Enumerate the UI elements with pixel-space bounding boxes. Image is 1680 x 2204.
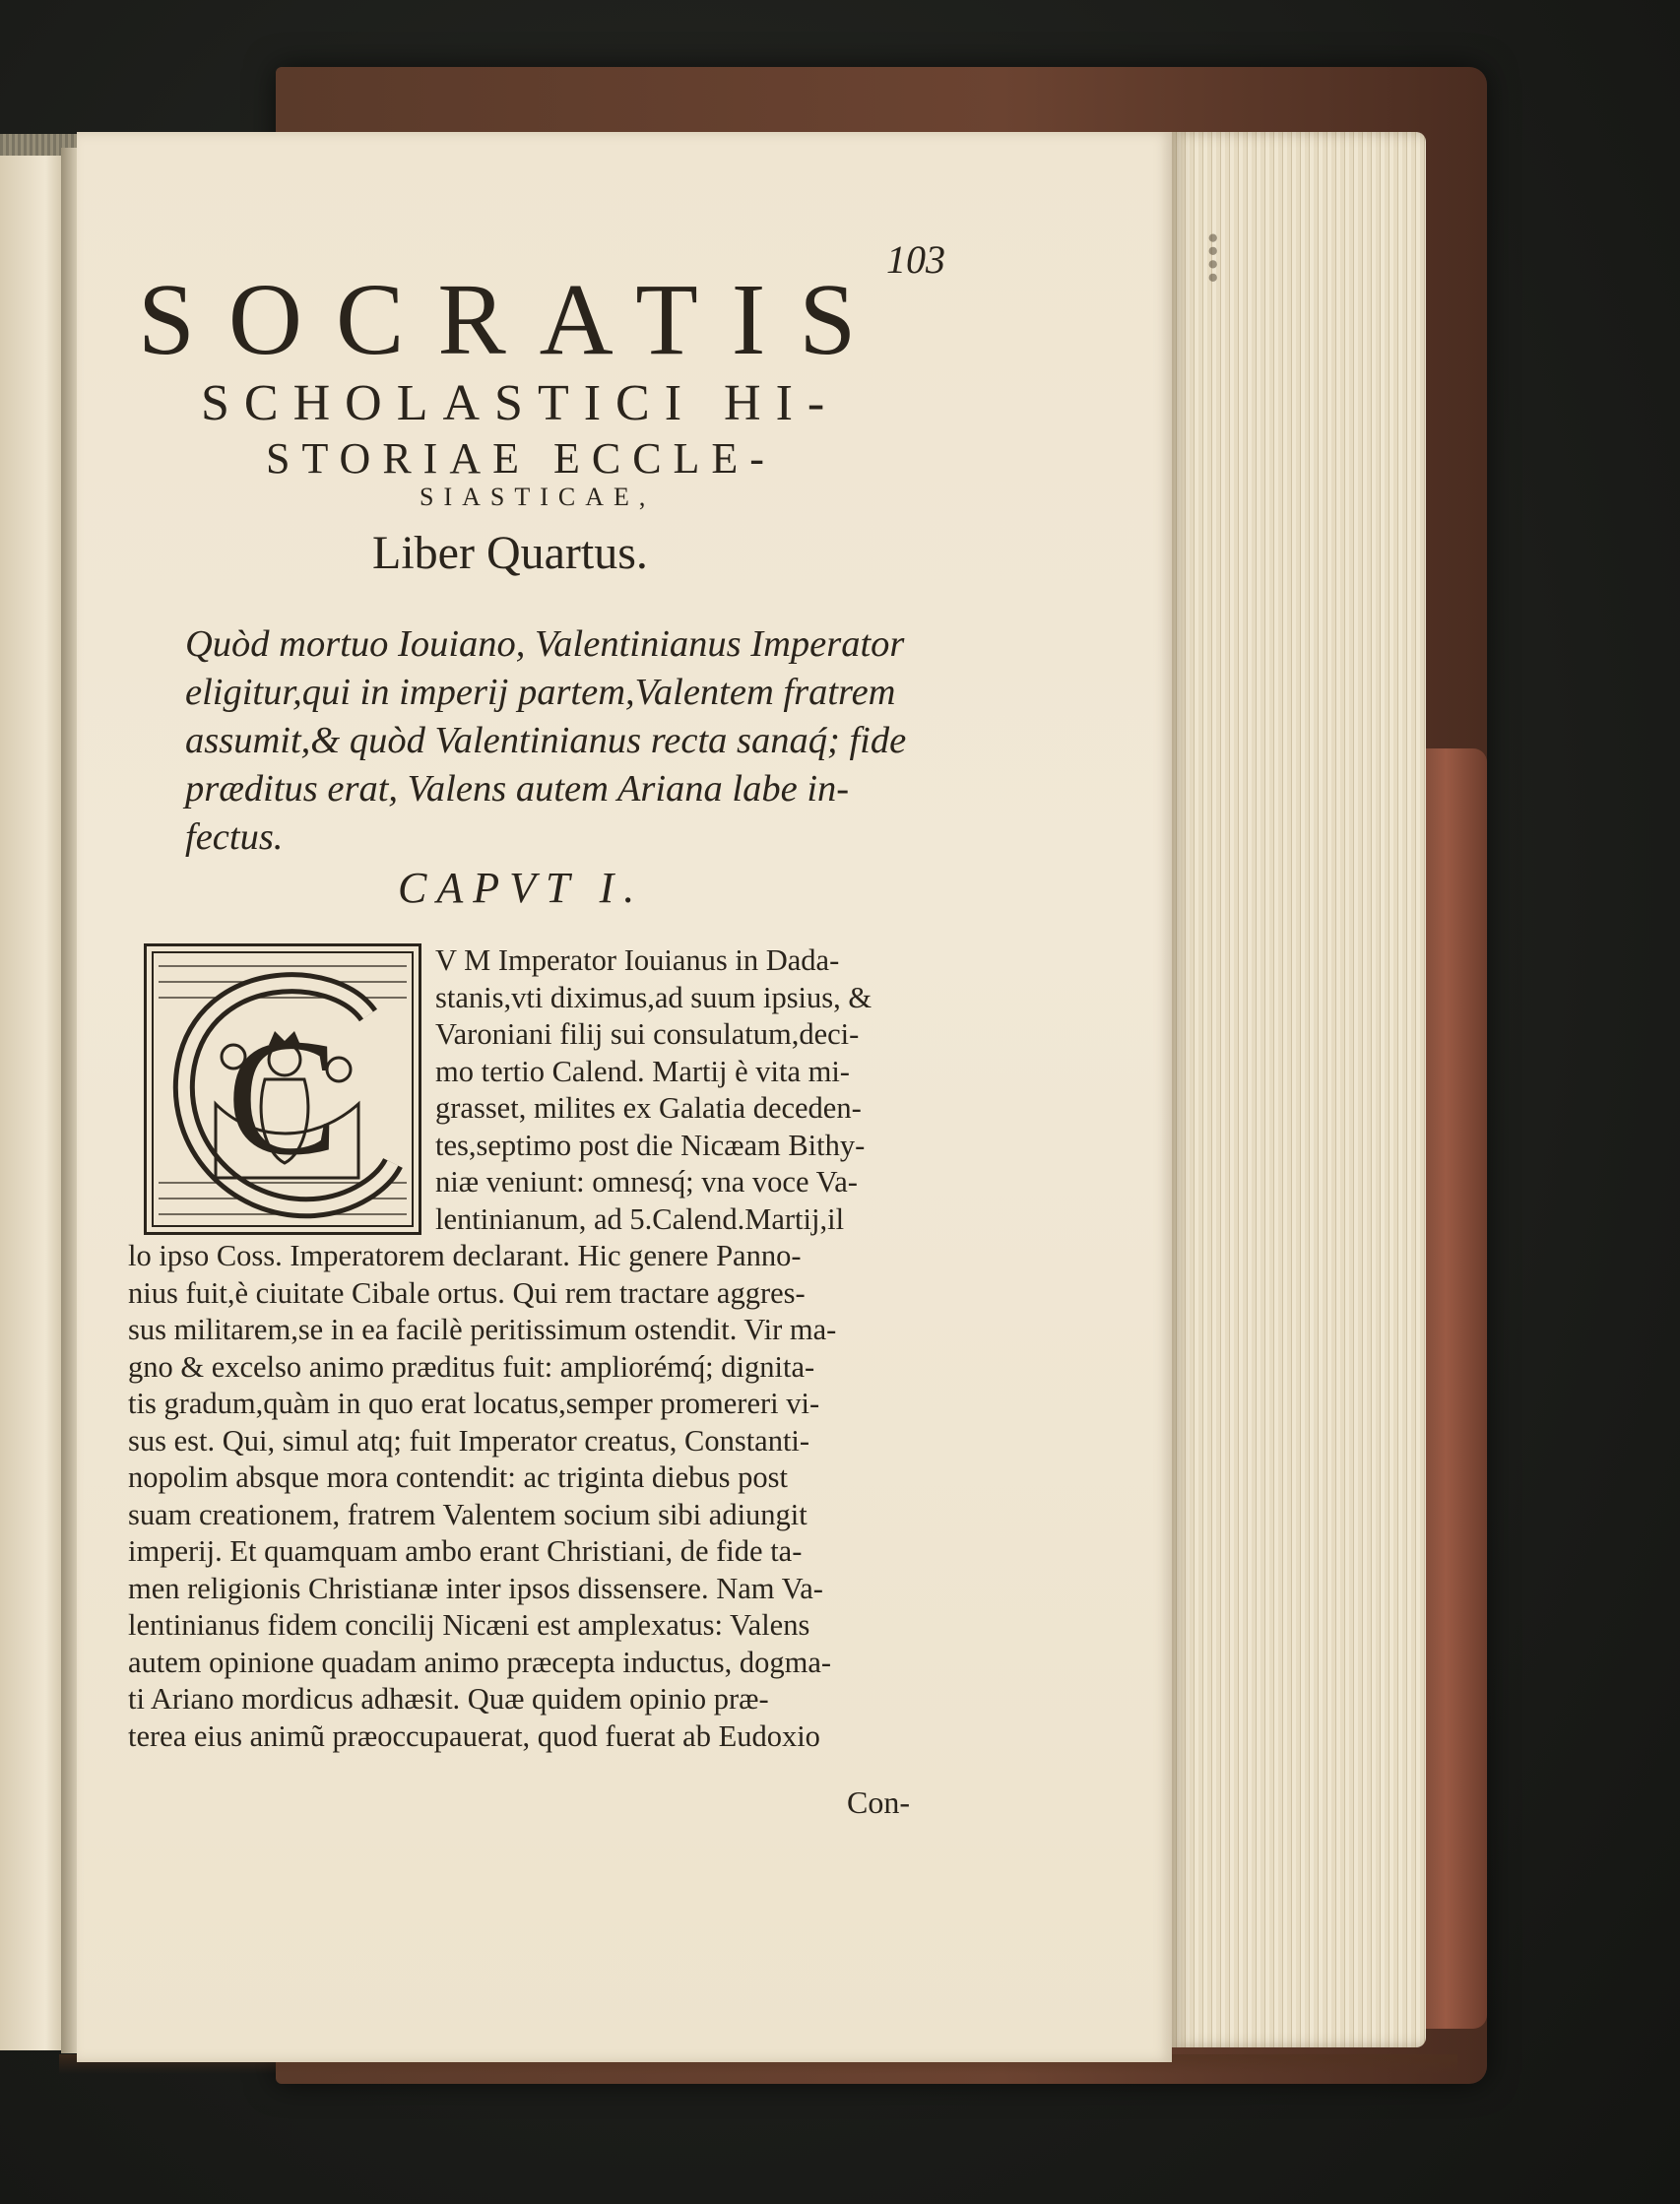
body-line: grasset, milites ex Galatia deceden- [435, 1091, 862, 1125]
title-historiae: STORIAE ECCLE- [266, 434, 776, 483]
body-line: autem opinione quadam animo præcepta inductus, dogma- [128, 1645, 832, 1679]
body-line: men religionis Christianæ inter ipsos dissensere. Nam Va- [128, 1571, 823, 1605]
body-text-full-width [128, 1238, 945, 1755]
decorated-initial [144, 943, 421, 1235]
body-line: tis gradum,quàm in quo erat locatus,semper promereri vi- [128, 1387, 820, 1420]
fore-edge-mark: ⁞ [1203, 221, 1223, 296]
chapter-heading: CAPVT I. [398, 864, 645, 912]
body-line: nopolim absque mora contendit: ac triginta diebus post [128, 1460, 789, 1494]
chapter-summary [185, 620, 934, 862]
page-block-edge [1172, 132, 1426, 2047]
left-page-edge [0, 150, 65, 2050]
body-line: gno & excelso animo præditus fuit: ampliorémq́; dignita- [128, 1349, 815, 1384]
body-line: niæ veniunt: omnesq́; vna voce Va- [435, 1165, 858, 1199]
title-scholastici: SCHOLASTICI HI- [201, 375, 840, 431]
body-line: tes,septimo post die Nicæam Bithy- [435, 1128, 866, 1162]
cover-edge [1418, 748, 1487, 2029]
summary-line: Quòd mortuo Iouiano, Valentinianus Imperator [185, 623, 905, 665]
body-line: imperij. Et quamquam ambo erant Christiani, de fide ta- [128, 1534, 803, 1568]
book-title: Liber Quartus. [372, 527, 648, 579]
summary-line: eligitur,qui in imperij partem,Valentem fratrem [185, 672, 896, 713]
body-line: lentinianus fidem concilij Nicæni est amplexatus: Valens [128, 1608, 810, 1642]
body-line: lentinianum, ad 5.Calend.Martij,il [435, 1201, 845, 1236]
body-text-beside-initial [435, 942, 947, 1238]
body-line: mo tertio Calend. Martij è vita mi- [435, 1054, 850, 1088]
body-line: lo ipso Coss. Imperatorem declarant. Hic genere Panno- [128, 1239, 802, 1272]
summary-line: assumit,& quòd Valentinianus recta sanaq́; fide [185, 720, 907, 761]
body-line: suam creationem, fratrem Valentem socium sibi adiungit [128, 1497, 808, 1531]
summary-line: fectus. [185, 816, 284, 858]
body-line: stanis,vti diximus,ad suum ipsius, & [435, 980, 872, 1014]
summary-line: præditus erat, Valens autem Ariana labe in- [185, 768, 850, 810]
catchword: Con- [847, 1784, 910, 1820]
body-line: ti Ariano mordicus adhæsit. Quæ quidem opinio præ- [128, 1682, 769, 1716]
body-line: sus est. Qui, simul atq; fuit Imperator creatus, Constanti- [128, 1423, 810, 1458]
title-socratis: SOCRATIS [138, 263, 890, 376]
body-line: sus militarem,se in ea facilè peritissimum ostendit. Vir ma- [128, 1313, 837, 1346]
body-line: V M Imperator Iouianus in Dada- [435, 943, 840, 977]
page-number: 103 [886, 237, 945, 282]
woodcut-initial-c-icon [147, 946, 419, 1232]
body-line: terea eius animũ præoccupauerat, quod fuerat ab Eudoxio [128, 1718, 820, 1753]
initial-letter: C [226, 1005, 339, 1190]
body-line: nius fuit,è ciuitate Cibale ortus. Qui rem tractare aggres- [128, 1275, 806, 1310]
body-line: Varoniani filij sui consulatum,deci- [435, 1017, 860, 1051]
title-siasticae: SIASTICAE, [420, 483, 656, 511]
